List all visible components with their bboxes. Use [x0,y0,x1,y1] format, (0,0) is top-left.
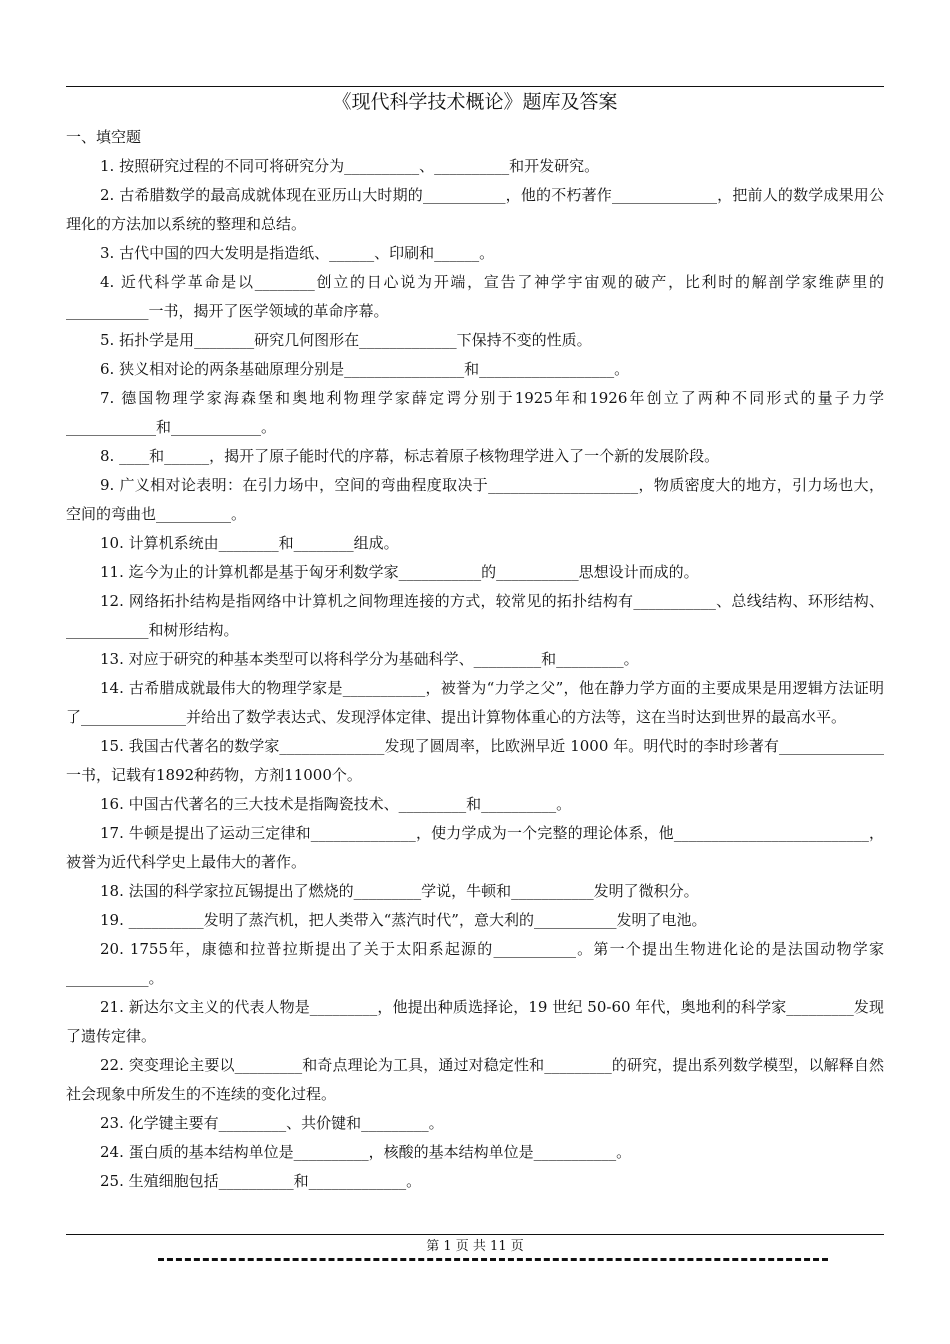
section-heading: 一、填空题 [66,128,142,146]
question-item: 9. 广义相对论表明：在引力场中，空间的弯曲程度取决于____________________，物质密度大的地方，引力场也大，空间的弯曲也__________。 [66,476,884,523]
question-item: 22. 突变理论主要以_________和奇点理论为工具，通过对稳定性和_________的研究，提出系列数学模型，以解释自然社会现象中所发生的不连续的变化过程。 [66,1056,884,1103]
question-item: 17. 牛顿是提出了运动三定律和______________，使力学成为一个完整的理论体系，他__________________________，被誉为近代科学史上最伟大的著作。 [66,824,884,871]
page-number: 第 1 页 共 11 页 [426,1239,524,1254]
question-item: 23. 化学键主要有_________、共价键和_________。 [100,1114,444,1132]
header-rule [66,86,884,87]
question-item: 5. 拓扑学是用________研究几何图形在_____________下保持不变的性质。 [100,331,592,349]
question-list [66,152,884,1196]
question-item: 1. 按照研究过程的不同可将研究分为__________、__________和开发研究。 [100,157,600,175]
question-item: 20. 1755年，康德和拉普拉斯提出了关于太阳系起源的___________。第一个提出生物进化论的是法国动物学家___________。 [66,940,884,987]
question-item: 7. 德国物理学家海森堡和奥地利物理学家薛定谔分别于1925年和1926年创立了两种不同形式的量子力学____________和____________。 [66,389,884,436]
question-item: 12. 网络拓扑结构是指网络中计算机之间物理连接的方式，较常见的拓扑结构有___________、总线结构、环形结构、___________和树形结构。 [66,592,884,639]
question-item: 13. 对应于研究的种基本类型可以将科学分为基础科学、_________和_________。 [100,650,639,668]
cut-line [158,1258,828,1261]
question-item: 2. 古希腊数学的最高成就体现在亚历山大时期的___________，他的不朽著作______________，把前人的数学成果用公理化的方法加以系统的整理和总结。 [66,186,884,233]
question-item: 24. 蛋白质的基本结构单位是__________，核酸的基本结构单位是___________。 [100,1143,632,1161]
question-item: 11. 迄今为止的计算机都是基于匈牙利数学家___________的___________思想设计而成的。 [100,563,699,581]
question-item: 8. ____和______，揭开了原子能时代的序幕，标志着原子核物理学进入了一个新的发展阶段。 [100,447,720,465]
question-item: 10. 计算机系统由________和________组成。 [100,534,399,552]
question-item: 25. 生殖细胞包括__________和_____________。 [100,1172,422,1190]
question-item: 21. 新达尔文主义的代表人物是_________，他提出种质选择论，19 世纪 50-60 年代，奥地利的科学家_________发现了遗传定律。 [66,998,884,1045]
question-item: 6. 狭义相对论的两条基础原理分别是________________和__________________。 [100,360,630,378]
question-item: 3. 古代中国的四大发明是指造纸、______、印刷和______。 [100,244,495,262]
question-item: 16. 中国古代著名的三大技术是指陶瓷技术、_________和__________。 [100,795,572,813]
question-item: 15. 我国古代著名的数学家______________发现了圆周率，比欧洲早近 1000 年。明代时的李时珍著有______________一书，记载有1892种药物，方剂11000个。 [66,737,884,784]
question-item: 14. 古希腊成就最伟大的物理学家是___________，被誉为“力学之父”，他在静力学方面的主要成果是用逻辑方法证明了______________并给出了数学表达式、发现浮体定律、提出计算物体重心的方法等，这在当时达到世界的最高水平。 [66,679,884,726]
question-item: 19. __________发明了蒸汽机，把人类带入“蒸汽时代”，意大利的___________发明了电池。 [100,911,707,929]
footer-rule [66,1234,884,1235]
question-item: 4. 近代科学革命是以________创立的日心说为开端，宣告了神学宇宙观的破产，比利时的解剖学家维萨里的___________一书，揭开了医学领域的革命序幕。 [66,273,884,320]
question-item: 18. 法国的科学家拉瓦锡提出了燃烧的_________学说，牛顿和___________发明了微积分。 [100,882,699,900]
document-title: 《现代科学技术概论》题库及答案 [332,91,618,113]
